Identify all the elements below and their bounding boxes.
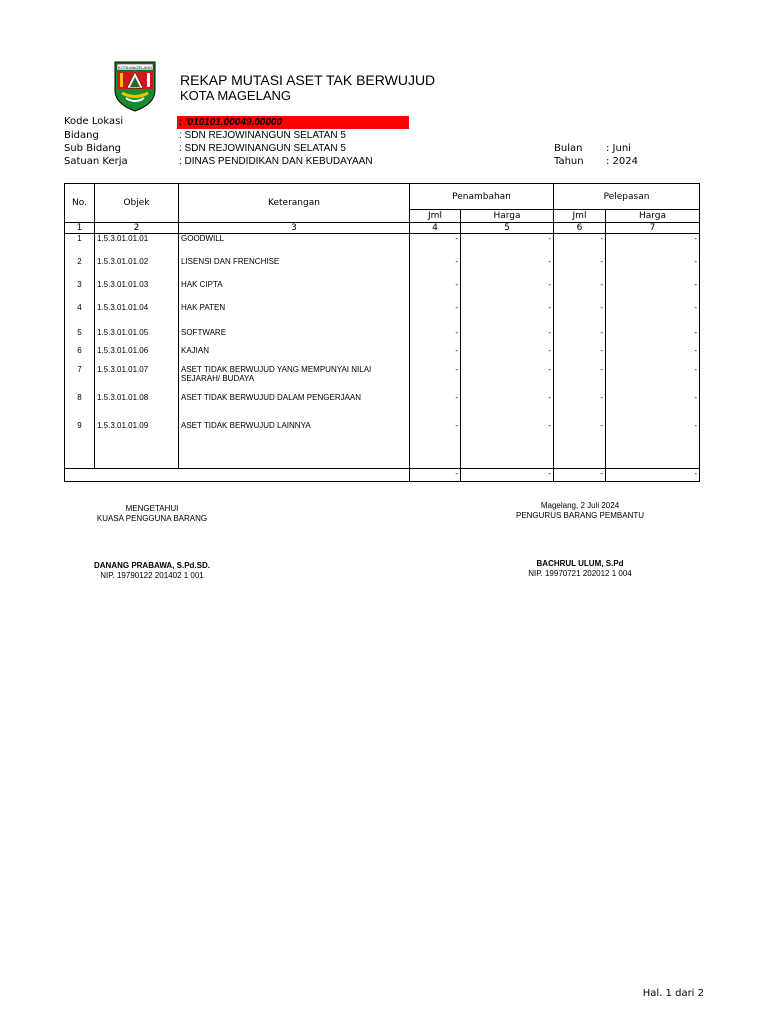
sig-left-line2: KUASA PENGGUNA BARANG <box>96 514 208 523</box>
sig-left-line1: MENGETAHUI <box>125 504 179 513</box>
row-objek: 1.5.3.01.01.05 <box>95 328 179 346</box>
row-objek: 1.5.3.01.01.07 <box>95 365 179 393</box>
satuan-kerja-value: : DINAS PENDIDIKAN DAN KEBUDAYAAN <box>179 156 373 167</box>
bidang-value: : SDN REJOWINANGUN SELATAN 5 <box>179 130 346 141</box>
row-harga-pelepasan: - <box>606 365 700 393</box>
row-no: 5 <box>65 328 95 346</box>
satuan-kerja-label: Satuan Kerja <box>64 156 128 167</box>
row-jml-pelepasan: - <box>554 328 606 346</box>
row-objek: 1.5.3.01.01.04 <box>95 303 179 328</box>
row-jml-penambahan: - <box>410 393 461 421</box>
bulan-label: Bulan <box>554 143 583 154</box>
total-jml-penambahan: - <box>410 469 461 482</box>
row-objek: 1.5.3.01.01.02 <box>95 257 179 280</box>
row-keterangan: ASET TIDAK BERWUJUD DALAM PENGERJAAN <box>179 393 410 421</box>
row-harga-pelepasan: - <box>606 346 700 365</box>
header-pelepasan: Pelepasan <box>554 184 700 210</box>
header-penambahan: Penambahan <box>410 184 554 210</box>
row-keterangan: SOFTWARE <box>179 328 410 346</box>
header-no: No. <box>65 184 95 223</box>
row-harga-penambahan: - <box>461 421 554 469</box>
row-keterangan: ASET TIDAK BERWUJUD LAINNYA <box>179 421 410 469</box>
kode-lokasi-value: : '010101.00049.00000 <box>179 117 283 128</box>
row-keterangan: LISENSI DAN FRENCHISE <box>179 257 410 280</box>
row-harga-penambahan: - <box>461 303 554 328</box>
row-harga-pelepasan: - <box>606 393 700 421</box>
row-objek: 1.5.3.01.01.03 <box>95 280 179 303</box>
row-jml-pelepasan: - <box>554 365 606 393</box>
row-harga-penambahan: - <box>461 280 554 303</box>
row-jml-pelepasan: - <box>554 393 606 421</box>
table-row <box>65 346 700 365</box>
table-row <box>65 303 700 328</box>
sig-right-line2: PENGURUS BARANG PEMBANTU <box>515 511 645 520</box>
row-harga-pelepasan: - <box>606 303 700 328</box>
row-keterangan: HAK PATEN <box>179 303 410 328</box>
row-harga-pelepasan: - <box>606 280 700 303</box>
row-no: 2 <box>65 257 95 280</box>
row-harga-pelepasan: - <box>606 421 700 469</box>
row-harga-penambahan: - <box>461 346 554 365</box>
row-keterangan: GOODWILL <box>179 234 410 257</box>
total-row <box>65 469 700 482</box>
total-harga-penambahan: - <box>461 469 554 482</box>
row-harga-pelepasan: - <box>606 234 700 257</box>
header-harga-penambahan: Harga <box>461 210 554 223</box>
row-no: 4 <box>65 303 95 328</box>
row-jml-penambahan: - <box>410 257 461 280</box>
sig-right-name: BACHRUL ULUM, S.Pd <box>536 559 624 568</box>
row-jml-penambahan: - <box>410 234 461 257</box>
col-number: 2 <box>95 223 179 234</box>
table-row <box>65 234 700 257</box>
row-no: 1 <box>65 234 95 257</box>
row-no: 6 <box>65 346 95 365</box>
row-no: 7 <box>65 365 95 393</box>
row-harga-penambahan: - <box>461 365 554 393</box>
logo-text: KOTA MAGELANG <box>117 65 153 70</box>
sig-left-nip: NIP. 19790122 201402 1 001 <box>100 571 204 580</box>
row-harga-pelepasan: - <box>606 328 700 346</box>
table-row <box>65 328 700 346</box>
table-row <box>65 257 700 280</box>
header-objek: Objek <box>95 184 179 223</box>
col-number: 5 <box>461 223 554 234</box>
table-row <box>65 280 700 303</box>
row-no: 8 <box>65 393 95 421</box>
row-keterangan: ASET TIDAK BERWUJUD YANG MEMPUNYAI NILAI SEJARAH/ BUDAYA <box>179 365 410 393</box>
col-number: 3 <box>179 223 410 234</box>
total-harga-pelepasan: - <box>606 469 700 482</box>
sig-right-nip: NIP. 19970721 202012 1 004 <box>528 569 632 578</box>
row-harga-penambahan: - <box>461 328 554 346</box>
row-jml-pelepasan: - <box>554 280 606 303</box>
header-jml-pelepasan: Jml <box>554 210 606 223</box>
total-label-cell <box>65 469 410 482</box>
sig-left-name: DANANG PRABAWA, S.Pd.SD. <box>93 561 210 570</box>
kota-magelang-logo <box>112 60 158 112</box>
sub-bidang-value: : SDN REJOWINANGUN SELATAN 5 <box>179 143 346 154</box>
row-harga-penambahan: - <box>461 234 554 257</box>
col-number: 7 <box>606 223 700 234</box>
row-jml-pelepasan: - <box>554 421 606 469</box>
document-subtitle: KOTA MAGELANG <box>180 88 292 103</box>
row-jml-penambahan: - <box>410 303 461 328</box>
sub-bidang-label: Sub Bidang <box>64 143 122 154</box>
tahun-label: Tahun <box>554 156 584 167</box>
sig-right-line1: Magelang, 2 Juli 2024 <box>540 501 620 510</box>
row-jml-pelepasan: - <box>554 257 606 280</box>
row-jml-pelepasan: - <box>554 346 606 365</box>
total-jml-pelepasan: - <box>554 469 606 482</box>
row-no: 9 <box>65 421 95 469</box>
asset-mutation-table <box>64 183 700 482</box>
row-objek: 1.5.3.01.01.09 <box>95 421 179 469</box>
row-harga-penambahan: - <box>461 257 554 280</box>
bulan-value: : Juni <box>606 143 631 154</box>
kode-lokasi-label: Kode Lokasi <box>64 116 124 127</box>
col-number: 1 <box>65 223 95 234</box>
row-jml-penambahan: - <box>410 421 461 469</box>
row-objek: 1.5.3.01.01.08 <box>95 393 179 421</box>
tahun-value: : 2024 <box>606 156 638 167</box>
row-jml-penambahan: - <box>410 365 461 393</box>
row-objek: 1.5.3.01.01.06 <box>95 346 179 365</box>
row-objek: 1.5.3.01.01.01 <box>95 234 179 257</box>
row-harga-pelepasan: - <box>606 257 700 280</box>
table-row <box>65 421 700 469</box>
header-keterangan: Keterangan <box>179 184 410 223</box>
row-jml-penambahan: - <box>410 328 461 346</box>
table-row <box>65 365 700 393</box>
col-number: 4 <box>410 223 461 234</box>
bidang-label: Bidang <box>64 130 99 141</box>
header-harga-pelepasan: Harga <box>606 210 700 223</box>
document-title: REKAP MUTASI ASET TAK BERWUJUD <box>180 72 436 88</box>
table-row <box>65 393 700 421</box>
row-keterangan: HAK CIPTA <box>179 280 410 303</box>
header-jml-penambahan: Jml <box>410 210 461 223</box>
row-jml-pelepasan: - <box>554 234 606 257</box>
row-harga-penambahan: - <box>461 393 554 421</box>
row-keterangan: KAJIAN <box>179 346 410 365</box>
col-number: 6 <box>554 223 606 234</box>
row-jml-penambahan: - <box>410 346 461 365</box>
row-jml-penambahan: - <box>410 280 461 303</box>
row-jml-pelepasan: - <box>554 303 606 328</box>
page-number: Hal. 1 dari 2 <box>642 988 704 999</box>
row-no: 3 <box>65 280 95 303</box>
